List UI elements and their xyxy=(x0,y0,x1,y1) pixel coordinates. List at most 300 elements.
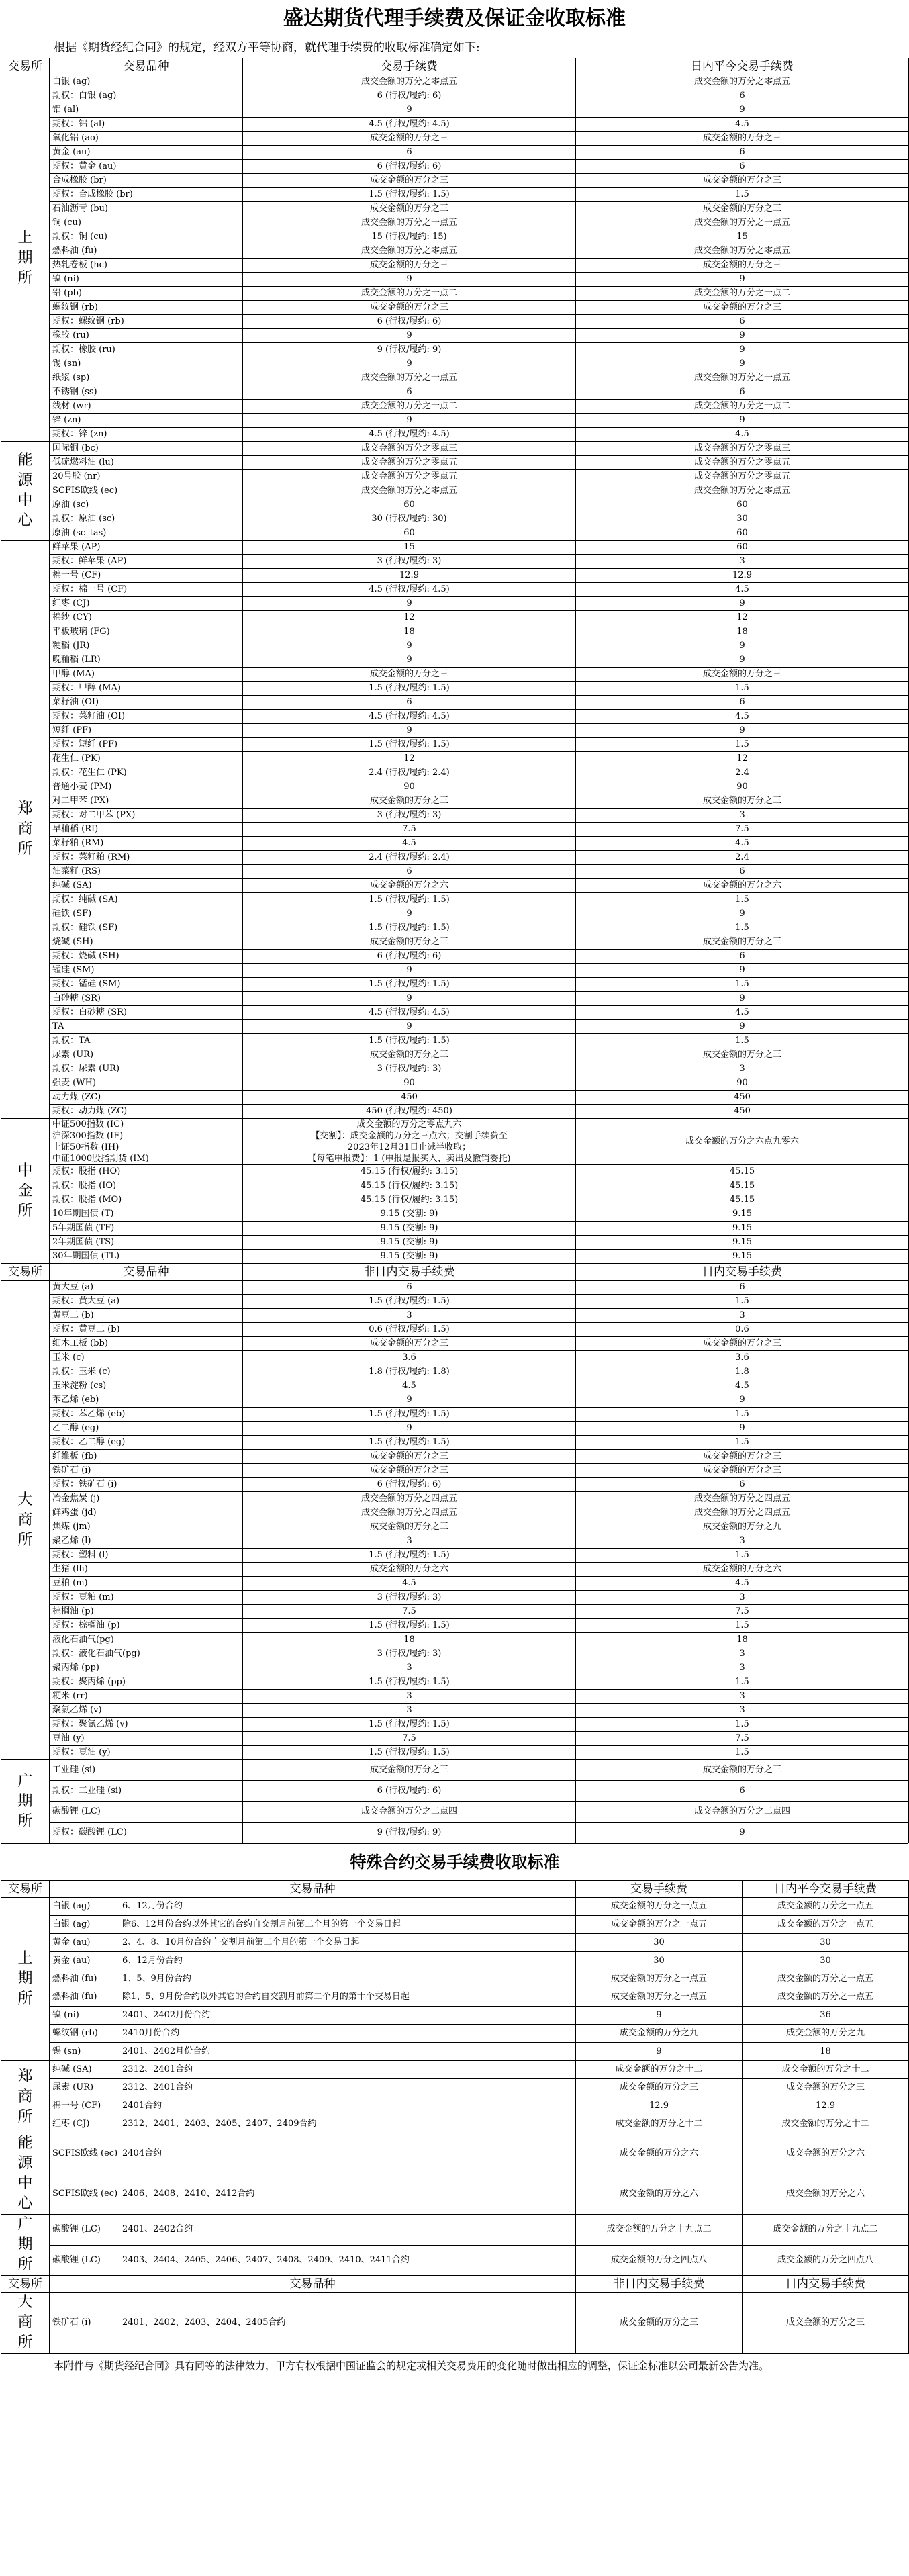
product-name: 甲醇 (MA) xyxy=(50,668,243,682)
product-name: 期权：尿素 (UR) xyxy=(50,1062,243,1076)
product-name: 尿素 (UR) xyxy=(50,2079,119,2097)
product-name: 玉米淀粉 (cs) xyxy=(50,1379,243,1393)
intraday-fee-value: 9 xyxy=(576,273,909,287)
footer-note: 本附件与《期货经纪合同》具有同等的法律效力，甲方有权根据中国证监会的规定或相关交易费用的变化随时做出相应的调整，保证金标准以公司最新公告为准。 xyxy=(54,2360,769,2372)
fee-value: 1.5 (行权/履约: 1.5) xyxy=(243,1295,576,1309)
fee-value: 9.15 (交割: 9) xyxy=(243,1250,576,1264)
fee-value: 1.5 (行权/履约: 1.5) xyxy=(243,978,576,992)
intraday-fee-value: 成交金额的万分之一点五 xyxy=(576,216,909,230)
fee-value: 3 (行权/履约: 3) xyxy=(243,1062,576,1076)
product-name: 细木工板 (bb) xyxy=(50,1337,243,1351)
fee-value: 1.5 (行权/履约: 1.5) xyxy=(243,893,576,907)
product-name: 白银 (ag) xyxy=(50,1898,119,1916)
table-row xyxy=(1,414,909,428)
intraday-fee-value: 9.15 xyxy=(576,1207,909,1222)
exchange-cell xyxy=(1,442,50,541)
product-name: 期权：乙二醇 (eg) xyxy=(50,1436,243,1450)
table-row xyxy=(1,907,909,921)
product-name: 花生仁 (PK) xyxy=(50,752,243,766)
contract-spec: 2312、2401、2403、2405、2407、2409合约 xyxy=(119,2115,576,2133)
exchange-name: 大商所 xyxy=(17,2294,33,2351)
intraday-fee-value: 3 xyxy=(576,1690,909,1704)
intraday-fee-value: 3 xyxy=(576,809,909,823)
intraday-fee-value: 9 xyxy=(576,1422,909,1436)
table-row xyxy=(1,1207,909,1222)
product-name: 聚氯乙烯 (v) xyxy=(50,1704,243,1718)
contract-spec: 2404合约 xyxy=(119,2133,576,2174)
product-name: 油菜籽 (RS) xyxy=(50,865,243,879)
product-name: 普通小麦 (PM) xyxy=(50,780,243,794)
exchange-name: 广期所 xyxy=(17,2216,33,2273)
fee-value: 成交金额的万分之一点二 xyxy=(243,400,576,414)
fee-value: 成交金额的万分之三 xyxy=(243,1760,576,1781)
intraday-fee-value: 1.5 xyxy=(576,1436,909,1450)
product-name: 工业硅 (si) xyxy=(50,1760,243,1781)
intraday-fee-value: 1.5 xyxy=(576,1746,909,1760)
intraday-fee-value: 9.15 xyxy=(576,1236,909,1250)
table-row xyxy=(1,1436,909,1450)
table-row xyxy=(1,1591,909,1605)
contract-spec: 2406、2408、2410、2412合约 xyxy=(119,2174,576,2215)
product-name: SCFIS欧线 (ec) xyxy=(50,484,243,498)
product-name: 期权：黄大豆 (a) xyxy=(50,1295,243,1309)
intraday-fee-value: 成交金额的万分之三 xyxy=(576,132,909,146)
fee-value: 60 xyxy=(243,498,576,512)
table-row xyxy=(1,682,909,696)
table-row xyxy=(1,583,909,597)
fee-value: 成交金额的万分之一点五 xyxy=(243,371,576,385)
intraday-fee-value: 3 xyxy=(576,1534,909,1549)
intraday-fee-value: 3 xyxy=(576,1062,909,1076)
table-row xyxy=(1,696,909,710)
intraday-fee-value: 1.5 xyxy=(576,978,909,992)
special-header-row xyxy=(1,1881,909,1898)
fee-value: 6 (行权/履约: 6) xyxy=(243,1781,576,1802)
fee-value: 成交金额的万分之九 xyxy=(576,2025,743,2043)
fee-value: 成交金额的万分之三 xyxy=(243,132,576,146)
table-row xyxy=(1,188,909,202)
fee-value: 成交金额的万分之六 xyxy=(243,879,576,893)
product-name: 期权：白银 (ag) xyxy=(50,89,243,103)
table-row xyxy=(1,216,909,230)
table-row xyxy=(1,1952,909,1970)
special-title: 特殊合约交易手续费收取标准 xyxy=(1,1844,909,1881)
table-row xyxy=(1,724,909,738)
fee-value: 6 xyxy=(243,696,576,710)
product-name: 期权：TA xyxy=(50,1034,243,1048)
exchange-name: 中金所 xyxy=(17,1162,33,1220)
product-name: 棉纱 (CY) xyxy=(50,611,243,625)
special-header-row-2 xyxy=(1,2276,909,2293)
product-name: 红枣 (CJ) xyxy=(50,597,243,611)
intraday-fee-value: 成交金额的万分之零点五 xyxy=(576,470,909,484)
product-name: 燃料油 (fu) xyxy=(50,244,243,259)
table-row xyxy=(1,639,909,653)
intraday-fee-value: 9 xyxy=(576,357,909,371)
contract-spec: 6、12月份合约 xyxy=(119,1898,576,1916)
product-name: 期权：鲜苹果 (AP) xyxy=(50,555,243,569)
intraday-fee-value: 45.15 xyxy=(576,1179,909,1193)
fee-value: 60 xyxy=(243,526,576,541)
fee-value: 6 (行权/履约: 6) xyxy=(243,160,576,174)
product-name: 期权：铝 (al) xyxy=(50,118,243,132)
table-row xyxy=(1,1323,909,1337)
product-name: 低硫燃料油 (lu) xyxy=(50,456,243,470)
intraday-fee-value: 4.5 xyxy=(576,710,909,724)
product-name: 菜籽油 (OI) xyxy=(50,696,243,710)
intraday-fee-value: 4.5 xyxy=(576,1379,909,1393)
table-row xyxy=(1,809,909,823)
contract-spec: 2401、2402、2403、2404、2405合约 xyxy=(119,2293,576,2354)
table-row xyxy=(1,1422,909,1436)
product-name: 期权：短纤 (PF) xyxy=(50,738,243,752)
fee-line: 2023年12月31日止减半收取； xyxy=(347,1142,471,1152)
contract-spec: 2401、2402月份合约 xyxy=(119,2007,576,2025)
intraday-fee-value: 成交金额的万分之四点五 xyxy=(576,1492,909,1506)
table-row xyxy=(1,555,909,569)
product-name: 期权：棉一号 (CF) xyxy=(50,583,243,597)
product-name: 橡胶 (ru) xyxy=(50,329,243,343)
table-row xyxy=(1,1408,909,1422)
product-name: 碳酸锂 (LC) xyxy=(50,2215,119,2246)
product-name: 期权：甲醇 (MA) xyxy=(50,682,243,696)
product-name: 期权：铁矿石 (i) xyxy=(50,1478,243,1492)
product-name: 期权：动力煤 (ZC) xyxy=(50,1105,243,1119)
intraday-fee-value: 成交金额的万分之三 xyxy=(576,202,909,216)
table-row xyxy=(1,1718,909,1732)
fee-value: 9.15 (交割: 9) xyxy=(243,1236,576,1250)
table-row xyxy=(1,1605,909,1619)
intraday-fee-value: 9 xyxy=(576,343,909,357)
table-row xyxy=(1,329,909,343)
fee-value: 成交金额的万分之十二 xyxy=(576,2115,743,2133)
intraday-fee-value: 1.5 xyxy=(576,921,909,935)
exchange-name: 大商所 xyxy=(17,1491,33,1549)
fee-value: 成交金额的万分之三 xyxy=(243,1048,576,1062)
exchange-name: 能源中心 xyxy=(17,2135,33,2212)
fee-value: 1.5 (行权/履约: 1.5) xyxy=(243,1675,576,1690)
table-row xyxy=(1,1119,909,1165)
fee-value: 1.5 (行权/履约: 1.5) xyxy=(243,921,576,935)
intraday-fee-value: 9.15 xyxy=(576,1222,909,1236)
intraday-fee-value: 6 xyxy=(576,865,909,879)
exchange-cell xyxy=(1,1760,50,1843)
main-fee-body xyxy=(1,75,909,1119)
product-name: 期权：菜籽油 (OI) xyxy=(50,710,243,724)
fee-value: 4.5 (行权/履约: 4.5) xyxy=(243,710,576,724)
fee-value: 9 xyxy=(576,2007,743,2025)
table-row xyxy=(1,1076,909,1091)
product-name xyxy=(50,1119,243,1165)
table-row xyxy=(1,1690,909,1704)
table-row xyxy=(1,470,909,484)
product-name: SCFIS欧线 (ec) xyxy=(50,2133,119,2174)
intraday-fee-value: 450 xyxy=(576,1091,909,1105)
fee-value: 成交金额的万分之三 xyxy=(243,1520,576,1534)
intraday-fee-value: 18 xyxy=(576,625,909,639)
intraday-fee-value: 6 xyxy=(576,385,909,400)
product-name: 石油沥青 (bu) xyxy=(50,202,243,216)
fee-value: 7.5 xyxy=(243,1732,576,1746)
product-name: 聚丙烯 (pp) xyxy=(50,1661,243,1675)
fee-line: 【每笔申报费】：1 (申报是报买入、卖出及撤销委托) xyxy=(307,1154,511,1164)
table-row xyxy=(1,1236,909,1250)
fee-value: 成交金额的万分之六 xyxy=(576,2174,743,2215)
table-row xyxy=(1,1781,909,1802)
product-name: 期权：铜 (cu) xyxy=(50,230,243,244)
contract-spec: 2312、2401合约 xyxy=(119,2079,576,2097)
exchange-cell xyxy=(1,2061,50,2133)
intraday-fee-value: 36 xyxy=(743,2007,909,2025)
intraday-fee-value: 成交金额的万分之九 xyxy=(576,1520,909,1534)
table-row xyxy=(1,146,909,160)
product-name: 期权：豆粕 (m) xyxy=(50,1591,243,1605)
fee-line: 成交金额的万分之零点九六 xyxy=(356,1119,462,1130)
fee-value: 9 xyxy=(243,639,576,653)
fee-value: 15 (行权/履约: 15) xyxy=(243,230,576,244)
table-row xyxy=(1,1165,909,1179)
table-row xyxy=(1,569,909,583)
exchange-cell xyxy=(1,2215,50,2276)
product-name: 锰硅 (SM) xyxy=(50,964,243,978)
intraday-fee-value: 2.4 xyxy=(576,851,909,865)
intraday-fee-value: 1.5 xyxy=(576,1619,909,1633)
table-row xyxy=(1,1048,909,1062)
intraday-fee-value: 成交金额的万分之一点五 xyxy=(743,1898,909,1916)
special-header-exchange: 交易所 xyxy=(1,1881,50,1898)
table-row xyxy=(1,118,909,132)
product-name: 期权：螺纹钢 (rb) xyxy=(50,315,243,329)
intraday-fee-value: 成交金额的万分之六点九零六 xyxy=(576,1119,909,1165)
table-row xyxy=(1,2079,909,2097)
table-row xyxy=(1,1898,909,1916)
table-row xyxy=(1,1492,909,1506)
intraday-fee-value: 成交金额的万分之六 xyxy=(576,879,909,893)
intraday-fee-value: 3 xyxy=(576,1591,909,1605)
intraday-fee-value: 6 xyxy=(576,315,909,329)
fee-value: 450 xyxy=(243,1091,576,1105)
fee-value: 成交金额的万分之三 xyxy=(243,1450,576,1464)
intraday-fee-value: 12 xyxy=(576,611,909,625)
table-row xyxy=(1,2245,909,2276)
intraday-fee-value: 45.15 xyxy=(576,1165,909,1179)
product-name: 期权：股指 (HO) xyxy=(50,1165,243,1179)
fee-value: 成交金额的万分之四点八 xyxy=(576,2245,743,2276)
product-name: 碳酸锂 (LC) xyxy=(50,2245,119,2276)
intraday-fee-value: 9 xyxy=(576,329,909,343)
product-name: 期权：碳酸锂 (LC) xyxy=(50,1823,243,1843)
table-row xyxy=(1,1823,909,1843)
intraday-fee-value: 6 xyxy=(576,146,909,160)
table-row xyxy=(1,1988,909,2007)
intraday-fee-value: 成交金额的万分之十二 xyxy=(743,2115,909,2133)
page-title: 盛达期货代理手续费及保证金收取标准 xyxy=(283,7,626,30)
product-name: 黄金 (au) xyxy=(50,146,243,160)
fee-value: 成交金额的万分之三 xyxy=(243,202,576,216)
table-row xyxy=(1,597,909,611)
table-row xyxy=(1,498,909,512)
fee-value: 9 xyxy=(243,414,576,428)
intraday-fee-value: 成交金额的万分之零点五 xyxy=(576,75,909,89)
product-name: 螺纹钢 (rb) xyxy=(50,2025,119,2043)
product-name: 黄大豆 (a) xyxy=(50,1281,243,1295)
intraday-fee-value: 成交金额的万分之三 xyxy=(576,668,909,682)
intraday-fee-value: 3.6 xyxy=(576,1351,909,1365)
fee-value: 6 xyxy=(243,865,576,879)
fee-value: 6 xyxy=(243,385,576,400)
intraday-fee-value: 30 xyxy=(743,1952,909,1970)
table-row xyxy=(1,611,909,625)
intraday-fee-value: 成交金额的万分之一点二 xyxy=(576,400,909,414)
intraday-fee-value: 成交金额的万分之六 xyxy=(743,2174,909,2215)
product-name: 镍 (ni) xyxy=(50,273,243,287)
exchange-name: 郑商所 xyxy=(17,2068,33,2125)
table-row xyxy=(1,865,909,879)
table-row xyxy=(1,1365,909,1379)
intraday-fee-value: 6 xyxy=(576,1781,909,1802)
table-row xyxy=(1,2043,909,2061)
intraday-fee-value: 9 xyxy=(576,992,909,1006)
fee-value: 18 xyxy=(243,1633,576,1647)
table-row xyxy=(1,1250,909,1264)
product-name: 焦煤 (jm) xyxy=(50,1520,243,1534)
table-row xyxy=(1,2007,909,2025)
product-name: 棉一号 (CF) xyxy=(50,2097,119,2115)
intraday-fee-value: 6 xyxy=(576,696,909,710)
table-row xyxy=(1,893,909,907)
fee-value: 9 xyxy=(243,1393,576,1408)
table-row xyxy=(1,1062,909,1076)
index-product: 中证500指数 (IC) xyxy=(52,1119,124,1130)
fee-value: 成交金额的万分之三 xyxy=(576,2079,743,2097)
exchange-name: 上期所 xyxy=(17,229,33,287)
intraday-fee-value: 3 xyxy=(576,1661,909,1675)
table-row xyxy=(1,1746,909,1760)
intraday-fee-value: 9 xyxy=(576,907,909,921)
fee-value: 3.6 xyxy=(243,1351,576,1365)
fee-value: 7.5 xyxy=(243,823,576,837)
intraday-fee-value: 成交金额的万分之三 xyxy=(576,174,909,188)
intraday-fee-value: 60 xyxy=(576,541,909,555)
fee-value: 4.5 (行权/履约: 4.5) xyxy=(243,583,576,597)
fee-value: 4.5 xyxy=(243,1379,576,1393)
fee-value: 成交金额的万分之六 xyxy=(243,1563,576,1577)
intraday-fee-value: 成交金额的万分之三 xyxy=(743,2079,909,2097)
product-name: 菜籽粕 (RM) xyxy=(50,837,243,851)
contract-spec: 除6、12月份合约以外其它的合约自交割月前第二个月的第一个交易日起 xyxy=(119,1916,576,1934)
intraday-fee-value: 3 xyxy=(576,1704,909,1718)
intraday-fee-value: 45.15 xyxy=(576,1193,909,1207)
table-row xyxy=(1,103,909,118)
fee-value: 9 xyxy=(243,653,576,668)
fee-value: 45.15 (行权/履约: 3.15) xyxy=(243,1165,576,1179)
table-row xyxy=(1,1934,909,1952)
intraday-fee-value: 1.5 xyxy=(576,738,909,752)
fee-value: 450 (行权/履约: 450) xyxy=(243,1105,576,1119)
fee-value: 18 xyxy=(243,625,576,639)
fee-value: 1.5 (行权/履约: 1.5) xyxy=(243,188,576,202)
product-name: 期权：豆油 (y) xyxy=(50,1746,243,1760)
intraday-fee-value: 15 xyxy=(576,230,909,244)
intraday-fee-value: 成交金额的万分之一点二 xyxy=(576,287,909,301)
table-row xyxy=(1,385,909,400)
intraday-fee-value: 30 xyxy=(576,512,909,526)
product-name: 液化石油气(pg) xyxy=(50,1633,243,1647)
product-name: TA xyxy=(50,1020,243,1034)
product-name: 生猪 (lh) xyxy=(50,1563,243,1577)
product-name: 期权：菜籽粕 (RM) xyxy=(50,851,243,865)
product-name: 燃料油 (fu) xyxy=(50,1970,119,1988)
intraday-fee-value: 4.5 xyxy=(576,1577,909,1591)
fee-value: 成交金额的万分之四点五 xyxy=(243,1492,576,1506)
fee-value: 6 (行权/履约: 6) xyxy=(243,89,576,103)
intraday-fee-value: 1.5 xyxy=(576,1718,909,1732)
product-name: 硅铁 (SF) xyxy=(50,907,243,921)
fee-value: 成交金额的万分之一点五 xyxy=(576,1916,743,1934)
intraday-fee-value: 成交金额的万分之零点五 xyxy=(576,456,909,470)
intraday-fee-value: 9 xyxy=(576,1393,909,1408)
table-row xyxy=(1,512,909,526)
product-name: 10年期国债 (T) xyxy=(50,1207,243,1222)
intraday-fee-value: 9.15 xyxy=(576,1250,909,1264)
intraday-fee-value: 6 xyxy=(576,950,909,964)
header-intraday: 日内平今交易手续费 xyxy=(576,58,909,75)
special-header-fee: 交易手续费 xyxy=(576,1881,743,1898)
fee-value: 6 (行权/履约: 6) xyxy=(243,315,576,329)
intraday-fee-value: 成交金额的万分之三 xyxy=(576,1464,909,1478)
table-row xyxy=(1,1464,909,1478)
table-row xyxy=(1,2215,909,2246)
product-name: 聚乙烯 (l) xyxy=(50,1534,243,1549)
intraday-fee-value: 1.5 xyxy=(576,1034,909,1048)
table-row xyxy=(1,837,909,851)
intraday-fee-value: 成交金额的万分之三 xyxy=(576,259,909,273)
special-fee-body xyxy=(1,1898,909,2276)
product-name: 黄金 (au) xyxy=(50,1934,119,1952)
fee-value: 9 xyxy=(243,1422,576,1436)
product-name: 早籼稻 (RI) xyxy=(50,823,243,837)
dce-fee-body xyxy=(1,1281,909,1843)
product-name: 期权：塑料 (l) xyxy=(50,1549,243,1563)
product-name: 锌 (zn) xyxy=(50,414,243,428)
intraday-fee-value: 6 xyxy=(576,1478,909,1492)
table-row xyxy=(1,2293,909,2354)
intraday-fee-value: 18 xyxy=(743,2043,909,2061)
intraday-fee-value: 7.5 xyxy=(576,1732,909,1746)
product-name: 豆油 (y) xyxy=(50,1732,243,1746)
product-name: 豆粕 (m) xyxy=(50,1577,243,1591)
intraday-fee-value: 90 xyxy=(576,780,909,794)
fee-value: 1.5 (行权/履约: 1.5) xyxy=(243,1718,576,1732)
intraday-fee-value: 成交金额的万分之六 xyxy=(576,1563,909,1577)
product-name: 期权：黄金 (au) xyxy=(50,160,243,174)
table-row xyxy=(1,935,909,950)
intraday-fee-value: 成交金额的万分之三 xyxy=(576,935,909,950)
fee-value: 3 (行权/履约: 3) xyxy=(243,1647,576,1661)
table-row xyxy=(1,2025,909,2043)
product-name: 纤维板 (fb) xyxy=(50,1450,243,1464)
table-row xyxy=(1,1675,909,1690)
table-row xyxy=(1,1450,909,1464)
table-row xyxy=(1,1034,909,1048)
table-row xyxy=(1,1309,909,1323)
intraday-fee-value: 3 xyxy=(576,1647,909,1661)
product-name: 期权：合成橡胶 (br) xyxy=(50,188,243,202)
product-name: 平板玻璃 (FG) xyxy=(50,625,243,639)
index-product: 沪深300指数 (IF) xyxy=(52,1131,124,1141)
intraday-fee-value: 60 xyxy=(576,526,909,541)
table-row xyxy=(1,653,909,668)
